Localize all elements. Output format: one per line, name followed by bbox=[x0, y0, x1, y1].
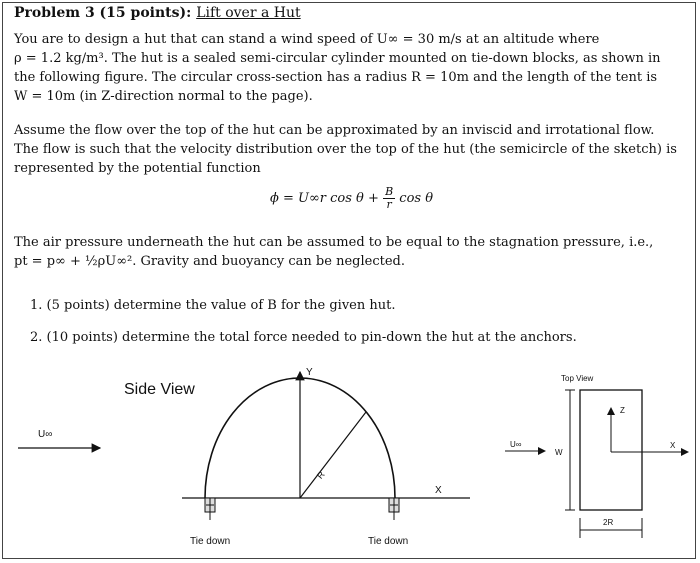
paragraph-line: You are to design a hut that can stand a wind speed of U∞ = 30 m/s at an altitude where bbox=[14, 32, 600, 47]
tie-down-right bbox=[389, 498, 399, 520]
radius-label: R bbox=[314, 469, 327, 481]
radius-line bbox=[300, 412, 366, 498]
paragraph-line: the following figure. The circular cross-section has a radius R = 10m and the length of the tent is bbox=[14, 70, 658, 85]
paragraph-line: The flow is such that the velocity distribution over the top of the hut (the semicircle of the sketch) is bbox=[14, 142, 677, 157]
question-2: 2. (10 points) determine the total force needed to pin-down the hut at the anchors. bbox=[30, 330, 577, 345]
formula-numerator: B bbox=[385, 185, 394, 198]
tie-down-right-label: Tie down bbox=[368, 536, 409, 547]
2r-label: 2R bbox=[603, 518, 614, 527]
top-view-title: Top View bbox=[561, 374, 594, 383]
problem-heading: Problem 3 (15 points): bbox=[14, 5, 192, 21]
paragraph-line: Assume the flow over the top of the hut can be approximated by an inviscid and irrotational flow. bbox=[14, 123, 655, 138]
top-x-label: X bbox=[670, 441, 676, 450]
paragraph-line: pt = p∞ + ½ρU∞². Gravity and buoyancy can be neglected. bbox=[14, 254, 405, 269]
y-axis-label: Y bbox=[306, 367, 313, 378]
paragraph-line: represented by the potential function bbox=[14, 161, 261, 176]
formula-left: ϕ = U∞r cos θ + bbox=[270, 191, 379, 206]
x-axis-label: X bbox=[435, 485, 442, 496]
problem-topic: Lift over a Hut bbox=[196, 5, 301, 21]
paragraph-line: W = 10m (in Z-direction normal to the page). bbox=[14, 89, 313, 104]
w-label: W bbox=[555, 448, 563, 457]
paragraph-line: The air pressure underneath the hut can be assumed to be equal to the stagnation pressure, i.e., bbox=[14, 235, 654, 250]
tie-down-left-label: Tie down bbox=[190, 536, 231, 547]
z-axis-label: Z bbox=[620, 406, 625, 415]
top-u-label: U∞ bbox=[510, 440, 522, 449]
question-1: 1. (5 points) determine the value of B for the given hut. bbox=[30, 298, 396, 313]
side-u-label: U∞ bbox=[38, 429, 53, 440]
formula-denominator: r bbox=[386, 198, 392, 211]
formula-right: cos θ bbox=[399, 191, 434, 206]
tie-down-left bbox=[205, 498, 215, 520]
side-view-title: Side View bbox=[124, 381, 195, 398]
paragraph-line: ρ = 1.2 kg/m³. The hut is a sealed semi-circular cylinder mounted on tie-down blocks, as shown in bbox=[14, 51, 661, 66]
